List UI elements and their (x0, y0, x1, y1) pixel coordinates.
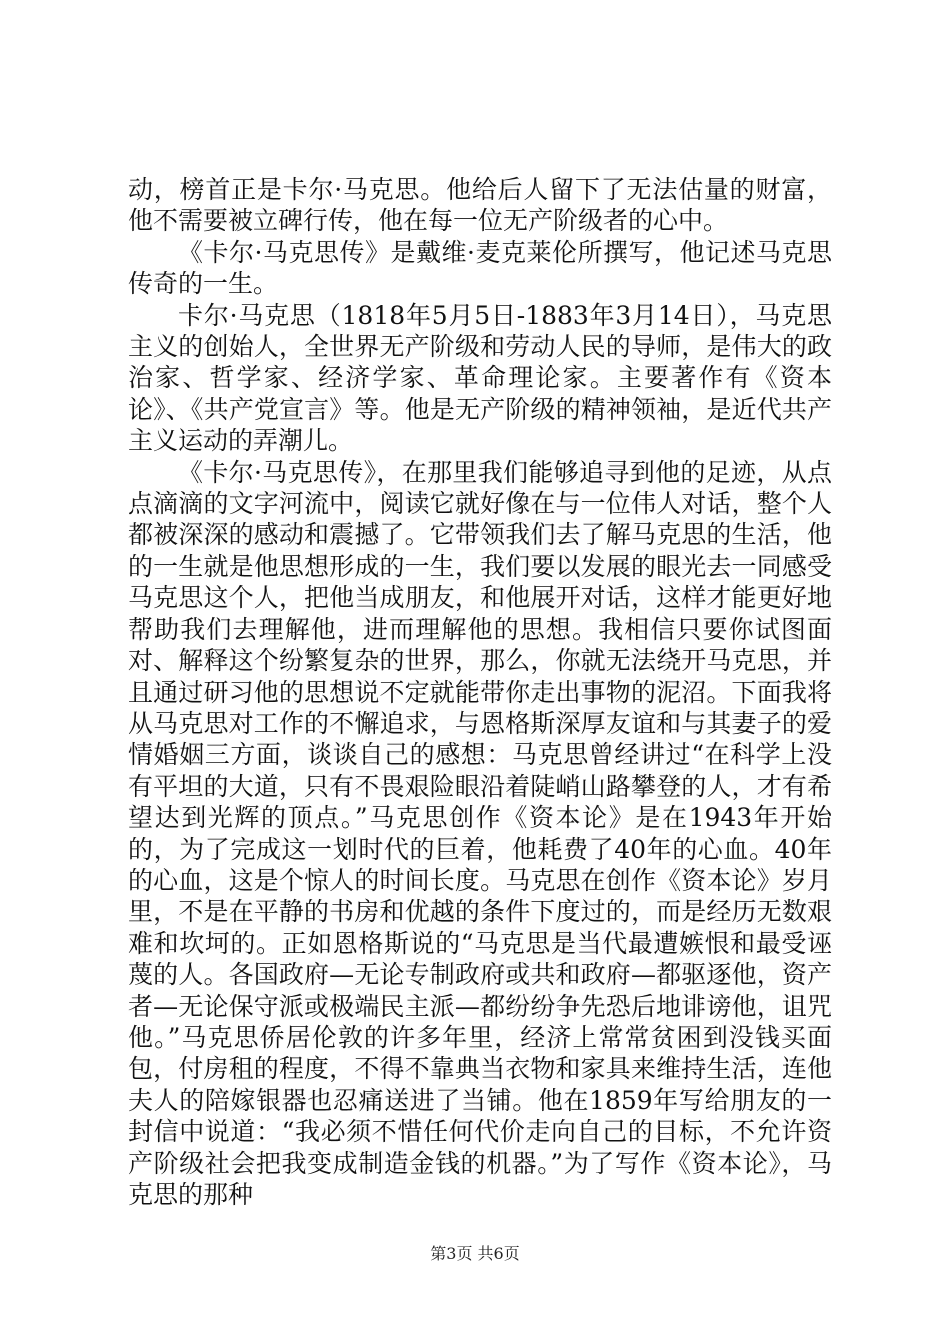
paragraph-reflection: 《卡尔·马克思传》，在那里我们能够追寻到他的足迹，从点点滴滴的文字河流中，阅读它就好像在与一位伟人对话，整个人都被深深的感动和震撼了。它带领我们去了解马克思的生活，他的一生就是他思想形成的一生，我们要以发展的眼光去一同感受马克思这个人，把他当成朋友，和他展开对话，这样才能更好地帮助我们去理解他，进而理解他的思想。我相信只要你试图面对、解释这个纷繁复杂的世界，那么，你就无法绕开马克思，并且通过研习他的思想说不定就能带你走出事物的泥沼。下面我将从马克思对工作的不懈追求，与恩格斯深厚友谊和与其妻子的爱情婚姻三方面，谈谈自己的感想：马克思曾经讲过“在科学上没有平坦的大道，只有不畏艰险眼沿着陡峭山路攀登的人，才有希望达到光辉的顶点。”马克思创作《资本论》是在1943年开始的，为了完成这一划时代的巨着，他耗费了40年的心血。40年的心血，这是个惊人的时间长度。马克思在创作《资本论》岁月里，不是在平静的书房和优越的条件下度过的，而是经历无数艰难和坎坷的。正如恩格斯说的“马克思是当代最遭嫉恨和最受诬蔑的人。各国政府—无论专制政府或共和政府—都驱逐他，资产者—无论保守派或极端民主派—都纷纷争先恐后地诽谤他，诅咒他。”马克思侨居伦敦的许多年里，经济上常常贫困到没钱买面包，付房租的程度，不得不靠典当衣物和家具来维持生活，连他夫人的陪嫁银器也忍痛送进了当铺。他在1859年写给朋友的一封信中说道：“我必须不惜任何代价走向自己的目标，不允许资产阶级社会把我变成制造金钱的机器。”为了写作《资本论》，马克思的那种 (128, 457, 832, 1209)
page-number-footer: 第3页 共6页 (430, 1244, 520, 1263)
paragraph-book-intro: 《卡尔·马克思传》是戴维·麦克莱伦所撰写，他记述马克思传奇的一生。 (128, 237, 832, 299)
paragraph-continuation: 动，榜首正是卡尔·马克思。他给后人留下了无法估量的财富，他不需要被立碑行传，他在每一位无产阶级者的心中。 (128, 175, 832, 236)
paragraph-biography: 卡尔·马克思（1818年5月5日-1883年3月14日），马克思主义的创始人，全世界无产阶级和劳动人民的导师，是伟大的政治家、哲学家、经济学家、革命理论家。主要著作有《资本论》、《共产党宣言》等。他是无产阶级的精神领袖，是近代共产主义运动的弄潮儿。 (128, 300, 832, 456)
document-body (128, 174, 832, 1210)
